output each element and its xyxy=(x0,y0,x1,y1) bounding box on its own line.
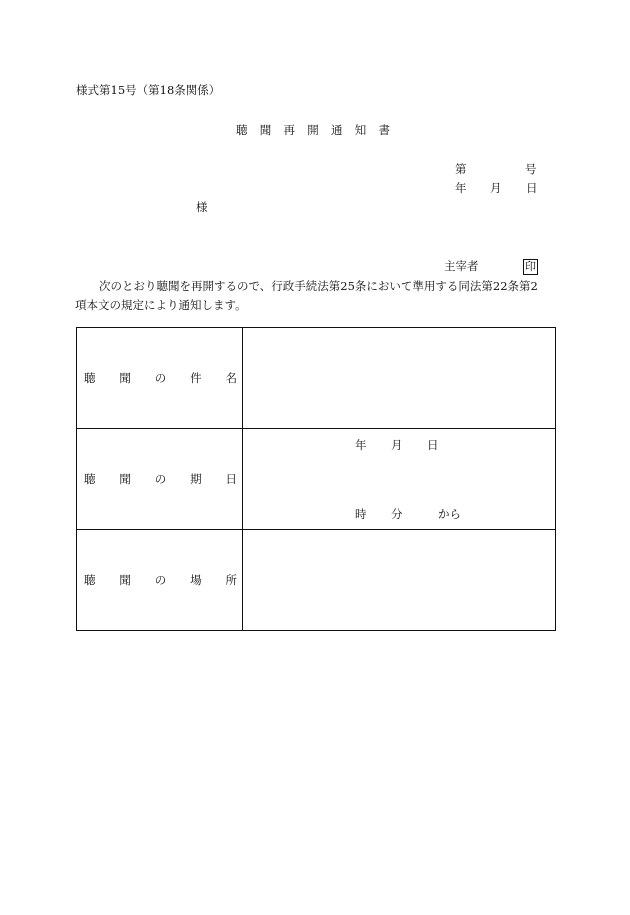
form-number: 様式第15号（第18条関係） xyxy=(76,83,221,97)
title-char: 聴 xyxy=(236,123,248,137)
date-year-label: 年 xyxy=(455,181,467,195)
title-char: 知 xyxy=(354,123,367,137)
date-month-unit: 月 xyxy=(391,438,403,452)
time-hour-unit: 時 xyxy=(355,507,367,521)
body-line: 項本文の規定により通知します。 xyxy=(75,298,247,312)
hearing-date-label: 聴 聞 の 期 日 xyxy=(77,429,243,530)
body-line: 次のとおり聴聞を再開するので、行政手続法第25条において準用する同法第22条第2 xyxy=(99,279,538,293)
date-year-unit: 年 xyxy=(355,438,367,452)
hearing-place-label: 聴 聞 の 場 所 xyxy=(77,530,243,631)
hearing-subject-label: 聴 聞 の 件 名 xyxy=(77,328,243,429)
title-char: 再 xyxy=(283,123,295,137)
date-day-label: 日 xyxy=(526,181,538,195)
title-char: 聞 xyxy=(259,123,272,137)
document-number-prefix: 第 xyxy=(455,162,467,176)
title-char: 書 xyxy=(378,123,390,137)
time-minute-unit: 分 xyxy=(391,507,403,521)
notice-table xyxy=(76,327,556,631)
table-row xyxy=(77,429,556,530)
date-month-label: 月 xyxy=(490,181,502,195)
seal-mark: 印 xyxy=(525,260,536,273)
table-row xyxy=(77,328,556,429)
body-paragraph xyxy=(75,277,555,315)
addressee-suffix: 様 xyxy=(196,200,208,214)
hearing-subject-value xyxy=(243,328,556,429)
title-char: 通 xyxy=(331,123,343,137)
table-row xyxy=(77,530,556,631)
presider-label: 主宰者 xyxy=(444,259,479,273)
presider-seal xyxy=(523,259,538,275)
time-from-label: から xyxy=(438,507,461,521)
document-number-suffix: 号 xyxy=(525,162,537,176)
hearing-date-value xyxy=(243,429,556,530)
title-char: 開 xyxy=(307,123,319,137)
date-day-unit: 日 xyxy=(427,438,439,452)
document-title xyxy=(236,125,390,137)
hearing-place-value xyxy=(243,530,556,631)
